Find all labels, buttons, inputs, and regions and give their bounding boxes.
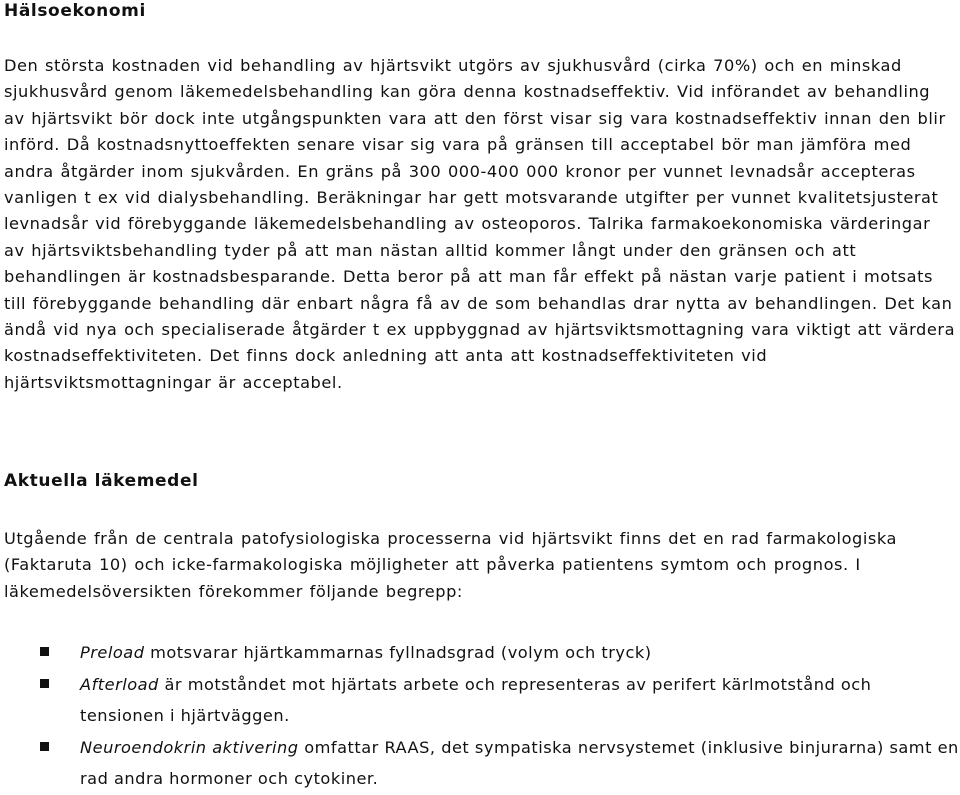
list-item (4, 637, 960, 668)
list-item (4, 732, 960, 794)
square-bullet-icon (40, 679, 49, 688)
list-item-term: Preload (80, 643, 145, 662)
list-item (4, 669, 960, 731)
paragraph-halsoekonomi: Den största kostnaden vid behandling av hjärtsvikt utgörs av sjukhusvård (cirka 70%) och en minskad sjukhusvård genom läkemedelsbehandling kan göra denna kostnadseffektiv. Vid införandet av behandling av hjärtsvikt bör dock inte utgångspunkten vara att den först visar sig vara kostnadseffektiv innan den blir införd. Då kostnadsnyttoeffekten senare visar sig vara på gränsen till acceptabel bör man jämföra med andra åtgärder inom sjukvården. En gräns på 300 000-400 000 kronor per vunnet levnadsår accepteras vanligen t ex vid dialysbehandling. Beräkningar har gett motsvarande utgifter per vunnet kvalitetsjusterat levnadsår vid förebyggande läkemedelsbehandling av osteoporos. Talrika farmakoekonomiska värderingar av hjärtsviktsbehandling tyder på att man nästan alltid kommer långt under den gränsen och att behandlingen är kostnadsbesparande. Detta beror på att man får effekt på nästan varje patient i motsats till förebyggande behandling där enbart några få av de som behandlas drar nytta av behandlingen. Det kan ändå vid nya och specialiserade åtgärder t ex uppbyggnad av hjärtsviktsmottagning vara viktigt att värdera kostnadseffektiviteten. Det finns dock anledning att anta att kostnadseffektiviteten vid hjärtsviktsmottagningar är acceptabel. (4, 56, 956, 392)
list-item-text: omfattar RAAS, det sympatiska nervsystemet (inklusive binjurarna) samt en rad andra hormoner och cytokiner. (80, 738, 959, 788)
list-item-term: Afterload (80, 675, 159, 694)
list-item-term: Neuroendokrin aktivering (80, 738, 299, 757)
section-heading-halsoekonomi: Hälsoekonomi (4, 1, 146, 21)
section-heading-aktuella-lakemedel: Aktuella läkemedel (4, 471, 199, 491)
concept-list (4, 637, 960, 795)
square-bullet-icon (40, 647, 49, 656)
list-item-text: är motståndet mot hjärtats arbete och representeras av perifert kärlmotstånd och tensionen i hjärtväggen. (80, 675, 872, 725)
list-item-text: motsvarar hjärtkammarnas fyllnadsgrad (volym och tryck) (144, 643, 652, 662)
paragraph-aktuella-lakemedel: Utgående från de centrala patofysiologiska processerna vid hjärtsvikt finns det en rad farmakologiska (Faktaruta 10) och icke-farmakologiska möjligheter att påverka patientens symtom och prognos. I läkemedelsöversikten förekommer följande begrepp: (4, 529, 898, 601)
square-bullet-icon (40, 742, 49, 751)
